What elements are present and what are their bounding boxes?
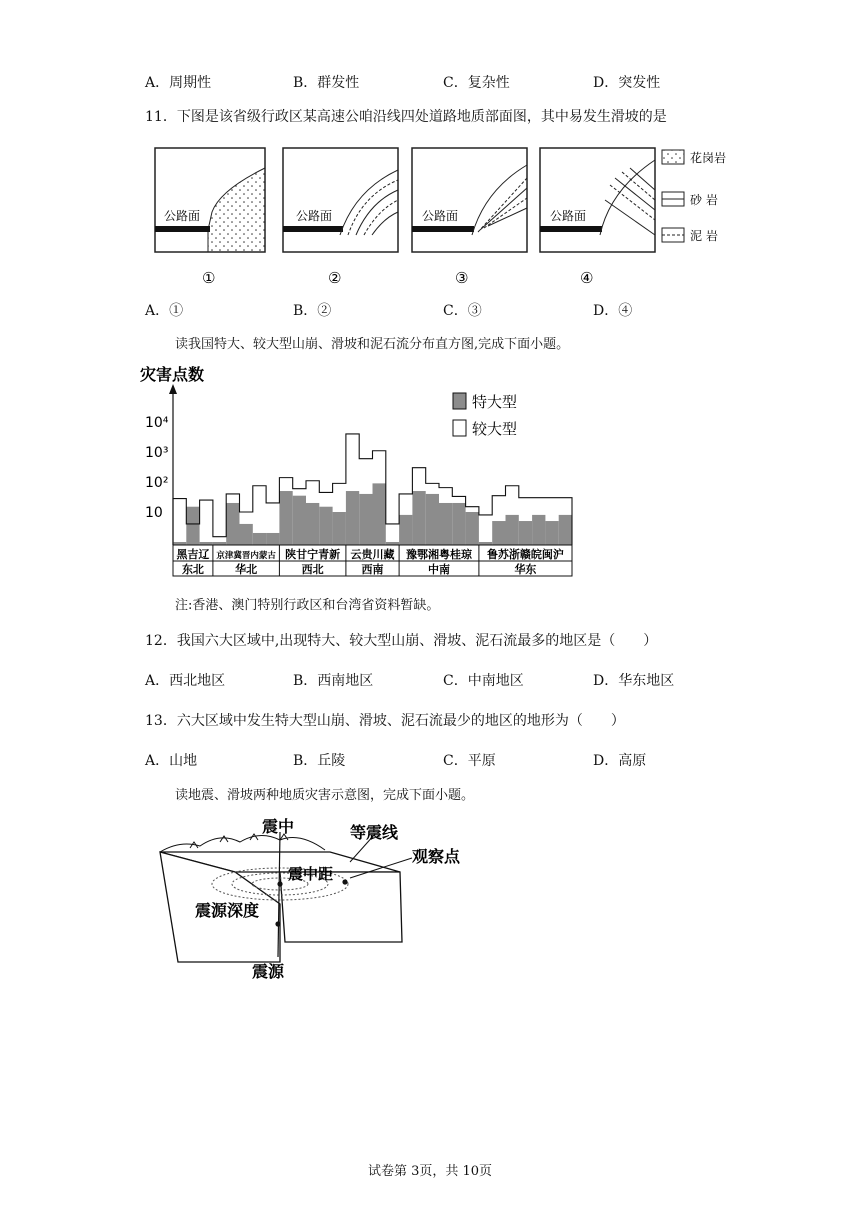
bar-special-赣 — [519, 521, 532, 545]
panel-2-road-label: 公路面 — [296, 209, 333, 223]
rock-legend — [662, 150, 726, 243]
region-label: 西北 — [301, 563, 324, 576]
bar-special-云 — [346, 491, 359, 545]
q12-stem: 12．我国六大区域中,出现特大、较大型山崩、滑坡、泥石流最多的地区是（ ） — [145, 633, 658, 649]
q11-option-a: A．① — [145, 303, 184, 319]
bar-special-苏 — [492, 521, 505, 545]
legend-large: 较大型 — [472, 420, 518, 438]
panel-3-road-label: 公路面 — [422, 209, 459, 223]
bar-special-鄂 — [412, 491, 425, 545]
q11-option-b: B．② — [293, 303, 332, 319]
geologic-section-figure — [150, 140, 750, 290]
label-observation: 观察点 — [412, 847, 461, 866]
category-label: 京津冀晋内蒙古 — [216, 551, 276, 561]
bar-special-晋 — [253, 533, 266, 545]
legend-granite: 花岗岩 — [690, 151, 727, 165]
q11-option-c: C．③ — [443, 303, 482, 319]
q13-stem: 13．六大区域中发生特大型山崩、滑坡、泥石流最少的地区的地形为（ ） — [145, 713, 625, 729]
q10-option-a: A．周期性 — [145, 75, 212, 91]
bar-special-冀 — [240, 524, 253, 545]
bar-special-吉 — [186, 507, 199, 545]
q12-option-a: A．西北地区 — [145, 673, 226, 689]
q13-option-c: C．平原 — [443, 753, 496, 769]
q13-option-d: D．高原 — [593, 753, 647, 769]
chart-legend — [453, 393, 517, 438]
q12-option-d: D．华东地区 — [593, 673, 675, 689]
panel-1-road-label: 公路面 — [164, 209, 201, 223]
panel-number-4: ④ — [580, 269, 594, 287]
category-label: 豫鄂湘粤桂琼 — [406, 548, 472, 561]
section-panel-3 — [412, 148, 527, 252]
bar-special-闽 — [545, 521, 558, 545]
category-label: 云贵川藏 — [350, 548, 395, 561]
bar-special-宁 — [306, 503, 319, 545]
chart-ylabel: 灾害点数 — [140, 365, 205, 384]
q13-option-a: A．山地 — [145, 753, 198, 769]
region-label: 华东 — [514, 563, 537, 576]
q11-stem: 11．下图是该省级行政区某高速公咱沿线四处道路地质部面图，其中易发生滑坡的是 — [145, 109, 667, 125]
label-epicentral-distance: 震中距 — [288, 865, 334, 883]
label-focus: 震源 — [252, 962, 285, 981]
region-label: 华北 — [235, 563, 258, 576]
bar-special-豫 — [399, 515, 412, 545]
bar-special-甘 — [293, 496, 306, 545]
legend-sandstone: 砂 岩 — [690, 193, 718, 207]
category-label: 黑吉辽 — [176, 548, 210, 561]
bar-special-贵 — [359, 494, 372, 545]
label-isoseismal: 等震线 — [350, 823, 399, 842]
bar-special-川 — [373, 483, 386, 545]
legend-special: 特大型 — [472, 393, 518, 411]
bar-group — [173, 434, 572, 545]
category-label: 鲁苏浙赣皖闽沪 — [486, 548, 564, 561]
legend-swatch-special — [453, 393, 466, 409]
region-label: 东北 — [181, 563, 204, 576]
bar-special-皖 — [532, 515, 545, 545]
earthquake-diagram — [150, 812, 470, 987]
section-panel-4 — [540, 148, 655, 252]
y-tick-label: 10 — [145, 505, 163, 521]
bar-special-沪 — [559, 515, 572, 545]
region-label: 西南 — [361, 563, 384, 576]
quake-intro: 读地震、滑坡两种地质灾害示意图，完成下面小题。 — [175, 788, 475, 803]
bar-special-新 — [333, 512, 346, 545]
y-tick-label: 10⁴ — [145, 415, 169, 431]
bar-special-青 — [319, 507, 332, 545]
q13-option-b: B．丘陵 — [293, 753, 346, 769]
y-tick-label: 10² — [145, 475, 169, 491]
y-tick-label: 10³ — [145, 445, 169, 461]
legend-mudstone: 泥 岩 — [690, 229, 718, 243]
bar-special-内蒙古 — [266, 533, 279, 545]
chart-intro: 读我国特大、较大型山崩、滑坡和泥石流分布直方图,完成下面小题。 — [175, 337, 570, 352]
category-label: 陕甘宁青新 — [285, 548, 341, 561]
bar-special-粤 — [439, 503, 452, 545]
label-focal-depth: 震源深度 — [195, 901, 260, 920]
q10-option-c: C．复杂性 — [443, 75, 510, 91]
panel-number-2: ② — [328, 269, 342, 287]
y-axis-arrow — [169, 384, 177, 394]
legend-swatch-large — [453, 420, 466, 436]
category-table — [173, 545, 572, 576]
panel-number-1: ① — [202, 269, 216, 287]
disaster-histogram — [140, 360, 580, 582]
bar-special-浙 — [506, 515, 519, 545]
bar-special-琼 — [466, 512, 479, 545]
panel-4-road-label: 公路面 — [550, 209, 587, 223]
section-panel-2 — [283, 148, 398, 252]
q11-option-d: D．④ — [593, 303, 633, 319]
section-panel-1 — [155, 148, 265, 252]
y-tick-group — [145, 415, 169, 521]
chart-note: 注:香港、澳门特别行政区和台湾省资料暂缺。 — [175, 598, 440, 613]
q10-option-b: B．群发性 — [293, 75, 360, 91]
q12-option-c: C．中南地区 — [443, 673, 524, 689]
bar-special-陕 — [279, 491, 292, 545]
page-footer: 试卷第 3页，共 10页 — [367, 1164, 493, 1179]
bar-special-桂 — [452, 503, 465, 545]
q12-option-b: B．西南地区 — [293, 673, 374, 689]
region-label: 中南 — [428, 563, 450, 576]
q10-option-d: D．突发性 — [593, 75, 661, 91]
label-epicenter: 震中 — [262, 817, 295, 836]
bar-special-津 — [226, 503, 239, 545]
panel-number-3: ③ — [455, 269, 469, 287]
bar-special-湘 — [426, 494, 439, 545]
